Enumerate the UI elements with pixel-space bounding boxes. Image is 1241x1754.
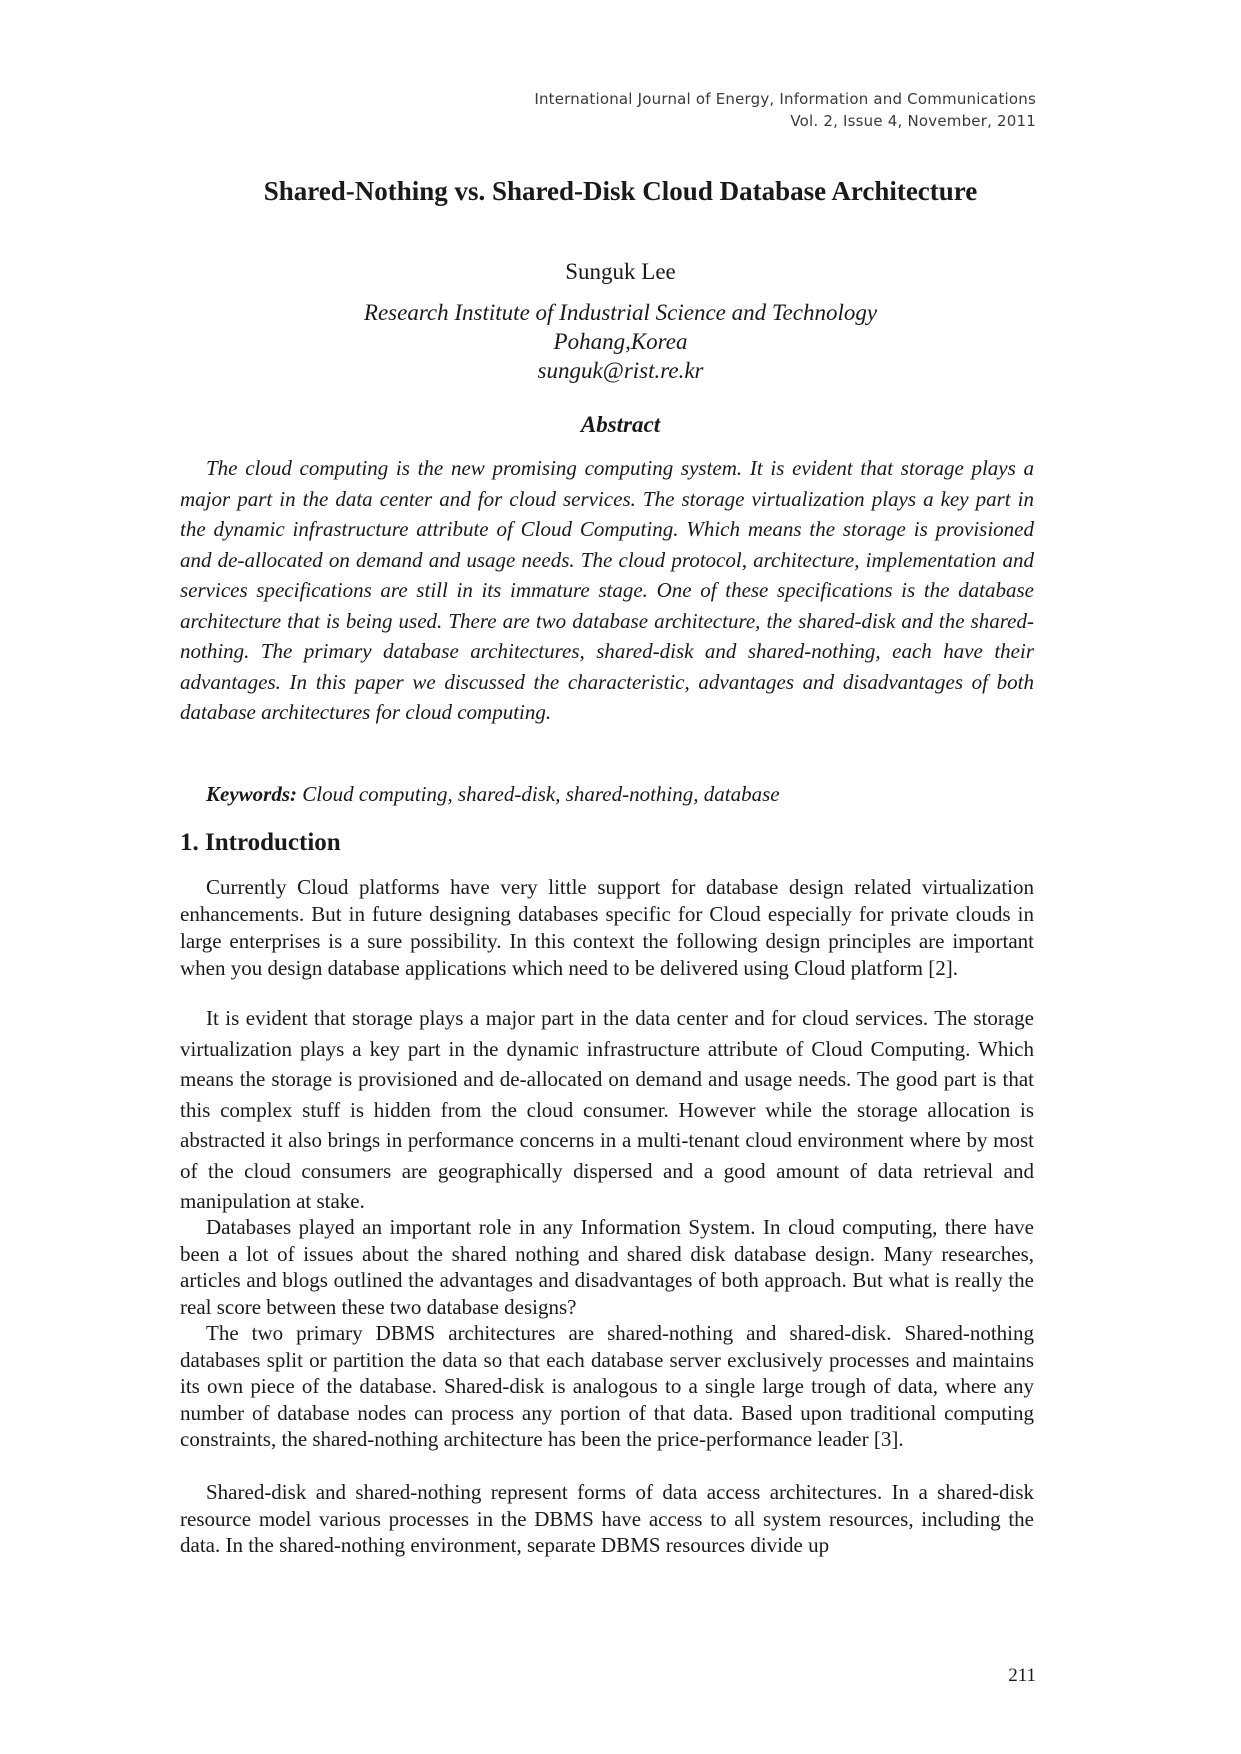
affiliation: Research Institute of Industrial Science and Technology xyxy=(363,300,878,325)
abstract-text: The cloud computing is the new promising computing system. It is evident that storage plays a major part in the data center and for cloud services. The storage virtualization plays a key part in the dynamic infrastructure attribute of Cloud Computing. Which means the storage is provisioned and de-allocated on demand and usage needs. The cloud protocol, architecture, implementation and services specifications are still in its immature stage. One of these specifications is the database architecture that is being used. There are two database architecture, the shared-disk and the shared-nothing. The primary database architectures, shared-disk and shared-nothing, each have their advantages. In this paper we discussed the characteristic, advantages and disadvantages of both database architectures for cloud computing. xyxy=(180,456,1034,724)
paragraph: Currently Cloud platforms have very little support for database design related virtualization enhancements. But in future designing databases specific for Cloud especially for private clouds in large enterprises is a sure possibility. In this context the following design principles are important when you design database applications which need to be delivered using Cloud platform [2]. xyxy=(180,875,1034,980)
author-email: sunguk@rist.re.kr xyxy=(537,358,704,383)
section-heading-introduction: 1. Introduction xyxy=(180,829,341,856)
running-header xyxy=(534,88,1036,132)
paragraph: Databases played an important role in any Information System. In cloud computing, there have been a lot of issues about the shared nothing and shared disk database design. Many researches, articles and blogs outlined the advantages and disadvantages of both approach. But what is really the real score between these two database designs? xyxy=(180,1215,1034,1319)
page-number: 211 xyxy=(1008,1665,1036,1686)
keywords-text: Cloud computing, shared-disk, shared-nothing, database xyxy=(302,782,780,806)
affiliation-location: Pohang,Korea xyxy=(553,329,688,354)
author-name: Sunguk Lee xyxy=(565,259,676,284)
paper-title: Shared-Nothing vs. Shared-Disk Cloud Database Architecture xyxy=(263,176,978,206)
journal-name: International Journal of Energy, Information and Communications xyxy=(534,90,1036,108)
journal-volume: Vol. 2, Issue 4, November, 2011 xyxy=(790,112,1036,130)
keywords xyxy=(206,780,1036,808)
paragraph: Shared-disk and shared-nothing represent forms of data access architectures. In a shared-disk resource model various processes in the DBMS have access to all system resources, including the data. In the shared-nothing environment, separate DBMS resources divide up xyxy=(180,1480,1034,1557)
author-affiliation-block xyxy=(0,298,1241,385)
paragraph: The two primary DBMS architectures are shared-nothing and shared-disk. Shared-nothing databases split or partition the data so that each database server exclusively processes and maintains its own piece of the database. Shared-disk is analogous to a single large trough of data, where any number of database nodes can process any portion of that data. Based upon traditional computing constraints, the shared-nothing architecture has been the price-performance leader [3]. xyxy=(180,1321,1034,1451)
paragraph: It is evident that storage plays a major part in the data center and for cloud services. The storage virtualization plays a key part in the dynamic infrastructure attribute of Cloud Computing. Which means the storage is provisioned and de-allocated on demand and usage needs. The good part is that this complex stuff is hidden from the cloud consumer. However while the storage allocation is abstracted it also brings in performance concerns in a multi-tenant cloud environment where by most of the cloud consumers are geographically dispersed and a good amount of data retrieval and manipulation at stake. xyxy=(180,1006,1034,1213)
keywords-label: Keywords: xyxy=(206,782,297,806)
abstract-heading: Abstract xyxy=(580,412,661,437)
